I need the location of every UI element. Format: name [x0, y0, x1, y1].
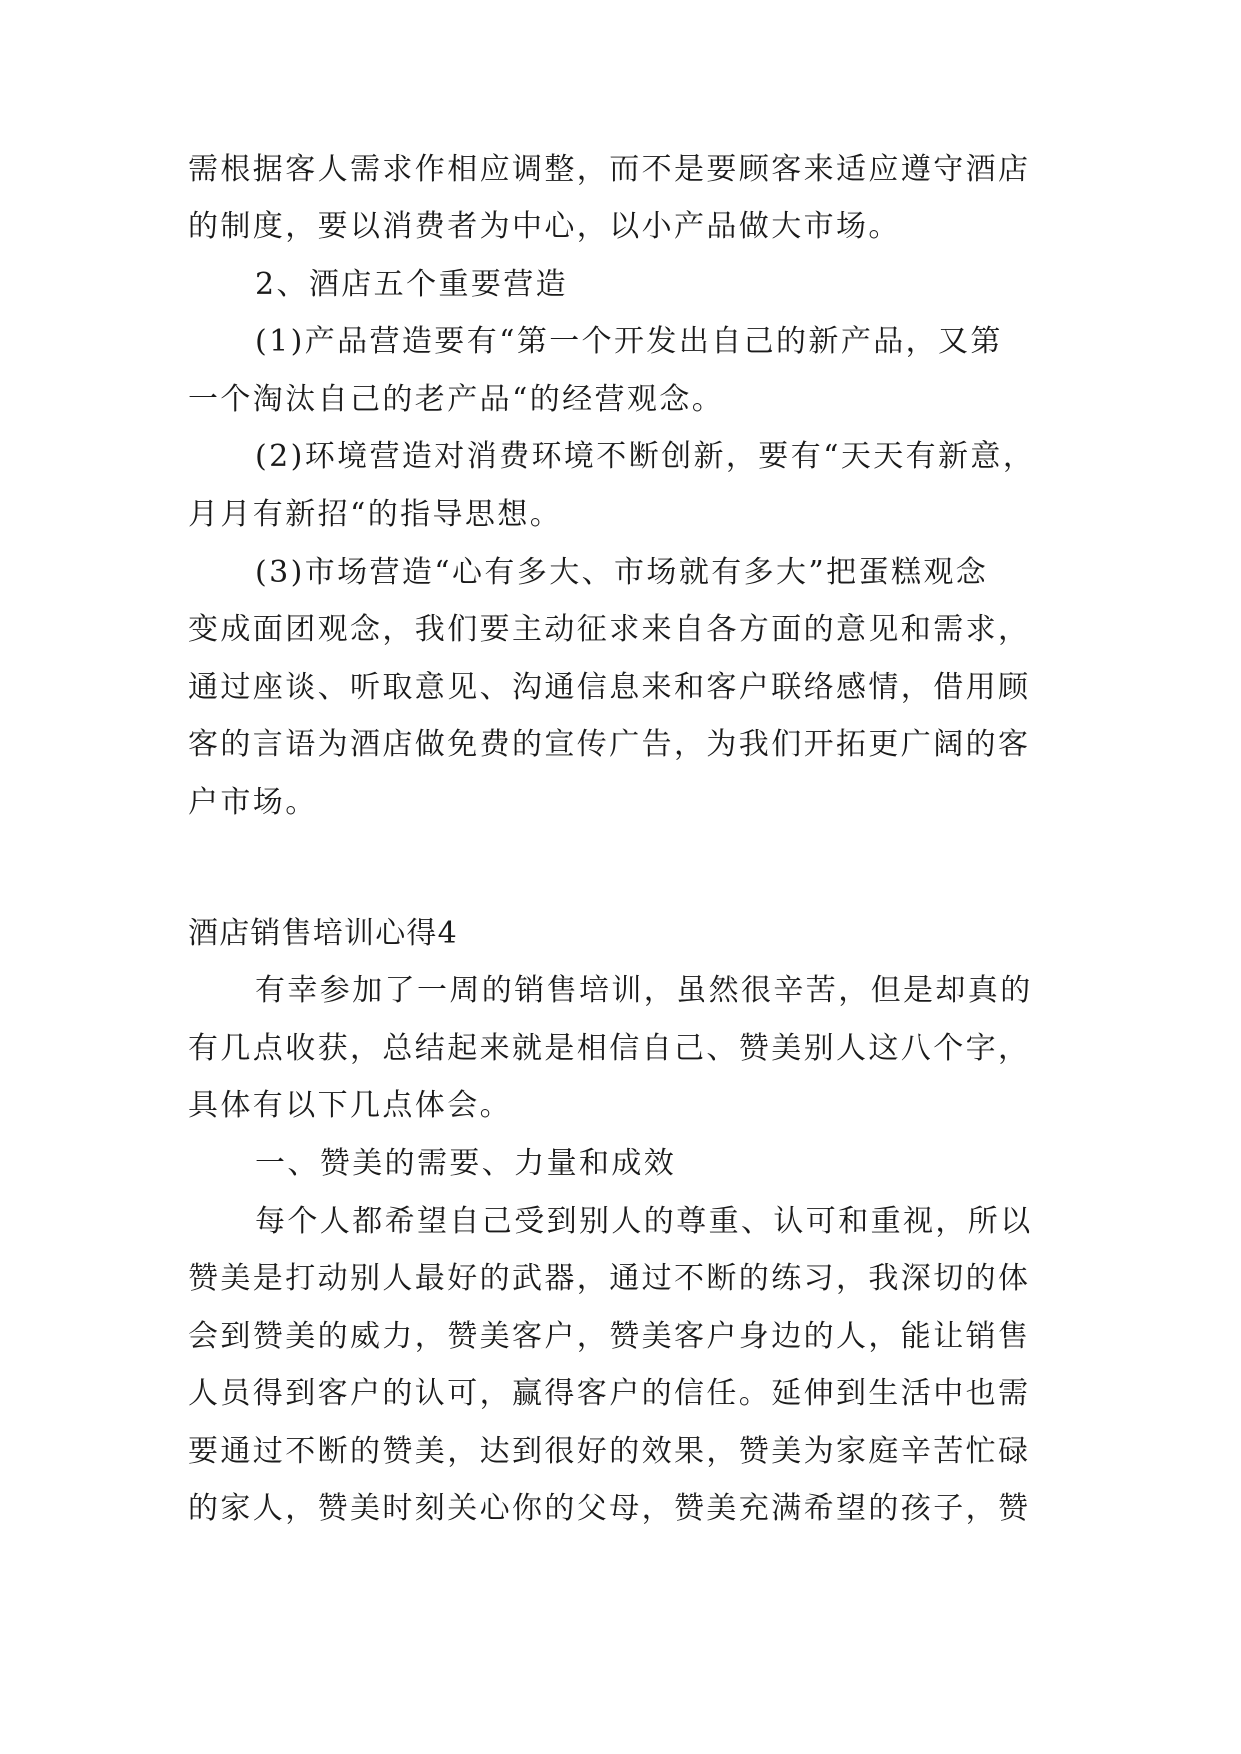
text-line: 需根据客人需求作相应调整，而不是要顾客来适应遵守酒店	[188, 152, 1031, 187]
text-line: 的家人，赞美时刻关心你的父母，赞美充满希望的孩子，赞	[188, 1491, 1031, 1526]
section-title: 酒店销售培训心得4	[188, 916, 458, 951]
text-line: 的制度，要以消费者为中心，以小产品做大市场。	[188, 209, 901, 244]
text-line: 会到赞美的威力，赞美客户，赞美客户身边的人，能让销售	[188, 1319, 1031, 1354]
text-line: 有幸参加了一周的销售培训，虽然很辛苦，但是却真的	[255, 973, 1033, 1008]
text-line: 有几点收获，总结起来就是相信自己、赞美别人这八个字，	[188, 1031, 1031, 1066]
text-line: 通过座谈、听取意见、沟通信息来和客户联络感情，借用顾	[188, 670, 1031, 705]
section-heading: 2、酒店五个重要营造	[255, 267, 569, 302]
text-line: 每个人都希望自己受到别人的尊重、认可和重视，所以	[255, 1204, 1033, 1239]
text-line: 变成面团观念，我们要主动征求来自各方面的意见和需求，	[188, 612, 1031, 647]
text-line: 一个淘汰自己的老产品“的经营观念。	[188, 382, 725, 417]
text-line: 人员得到客户的认可，赢得客户的信任。延伸到生活中也需	[188, 1376, 1031, 1411]
text-line: 户市场。	[188, 785, 318, 820]
text-line: (3)市场营造“心有多大、市场就有多大”把蛋糕观念	[255, 555, 989, 590]
text-line: 客的言语为酒店做免费的宣传广告，为我们开拓更广阔的客	[188, 727, 1031, 762]
text-line: 赞美是打动别人最好的武器，通过不断的练习，我深切的体	[188, 1261, 1031, 1296]
text-line: (2)环境营造对消费环境不断创新，要有“天天有新意，	[255, 439, 1036, 474]
text-line: (1)产品营造要有“第一个开发出自己的新产品，又第	[255, 324, 1003, 359]
text-line: 要通过不断的赞美，达到很好的效果，赞美为家庭辛苦忙碌	[188, 1434, 1031, 1469]
text-line: 月月有新招“的指导思想。	[188, 497, 563, 532]
section-heading: 一、赞美的需要、力量和成效	[255, 1146, 677, 1181]
text-line: 具体有以下几点体会。	[188, 1088, 512, 1123]
